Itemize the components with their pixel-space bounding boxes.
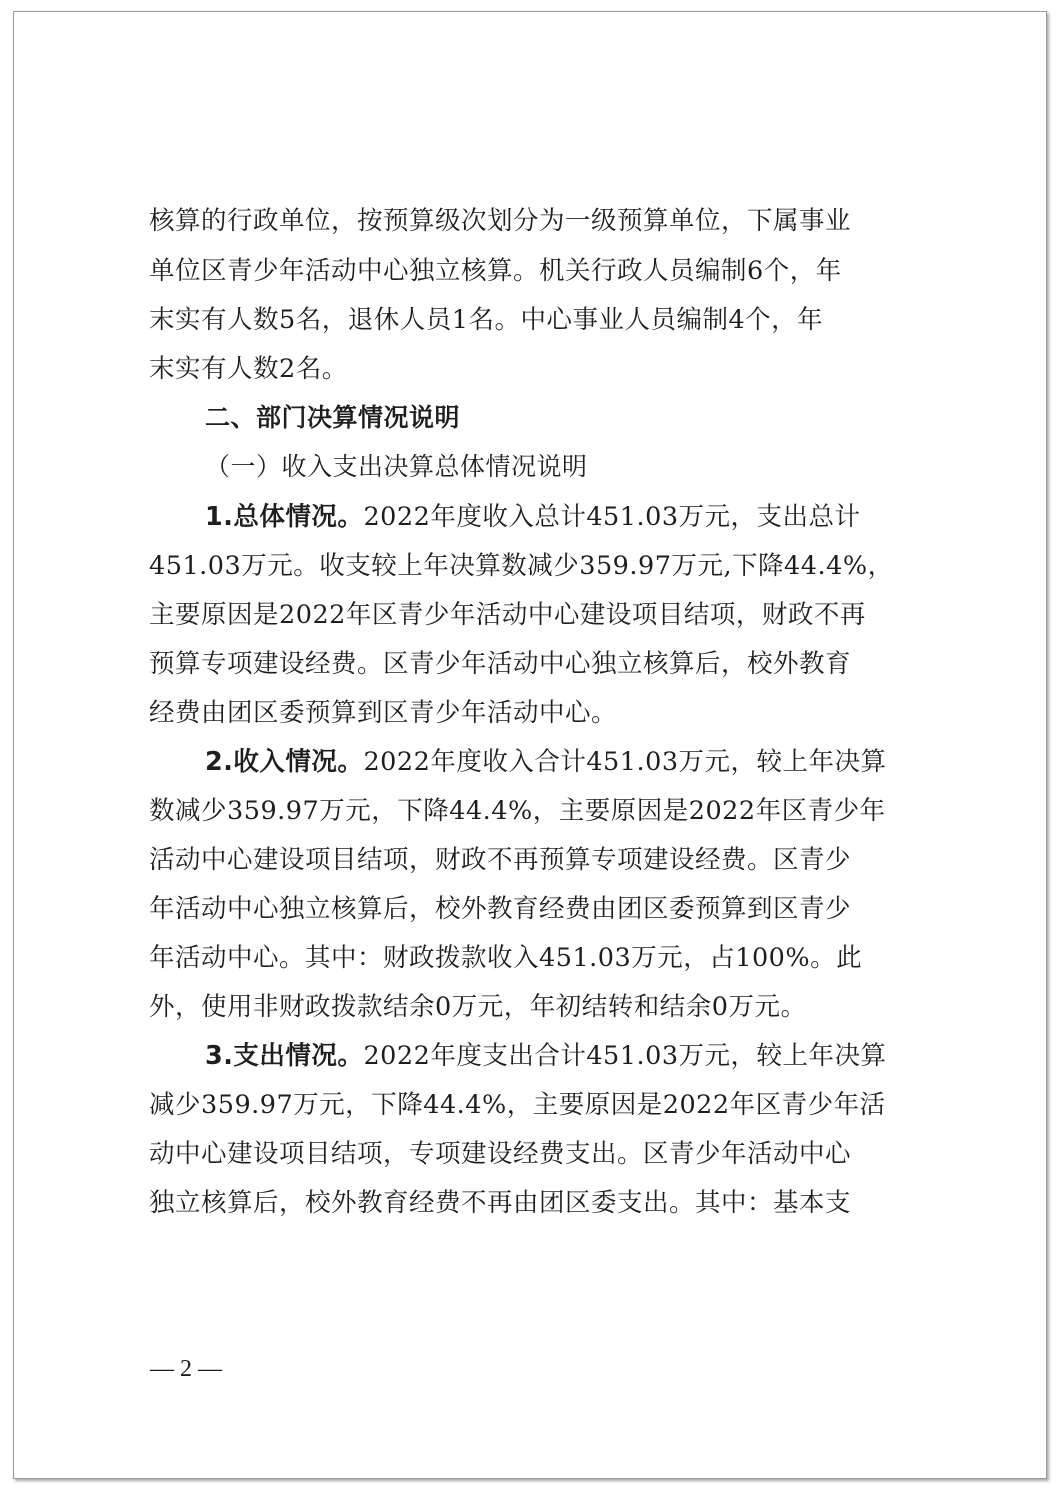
body-line: 主要原因是2022年区青少年活动中心建设项目结项，财政不再 xyxy=(149,600,866,630)
body-line: 末实有人数5名，退休人员1名。中心事业人员编制4个，年 xyxy=(149,305,824,335)
body-line: 末实有人数2名。 xyxy=(149,354,348,384)
paragraph-first-line xyxy=(205,747,887,777)
body-line: 活动中心建设项目结项，财政不再预算专项建设经费。区青少 xyxy=(149,845,852,875)
body-line: 数减少359.97万元，下降44.4%，主要原因是2022年区青少年 xyxy=(149,796,886,826)
paragraph-label: 2.收入情况。 xyxy=(205,747,364,777)
paragraph-first-line xyxy=(205,502,861,532)
paragraph-first-line xyxy=(205,1041,887,1071)
paragraph-label: 1.总体情况。 xyxy=(205,502,364,532)
paragraph-text: 2022年度收入合计451.03万元，较上年决算 xyxy=(363,747,887,777)
body-line: 减少359.97万元，下降44.4%，主要原因是2022年区青少年活 xyxy=(149,1090,886,1120)
section-heading: 二、部门决算情况说明 xyxy=(205,403,461,432)
paragraph-label: 3.支出情况。 xyxy=(205,1041,364,1071)
body-line: 独立核算后，校外教育经费不再由团区委支出。其中：基本支 xyxy=(149,1188,852,1218)
body-line: 单位区青少年活动中心独立核算。机关行政人员编制6个，年 xyxy=(149,256,842,286)
paragraph-text: 2022年度收入总计451.03万元，支出总计 xyxy=(363,502,861,532)
body-line: 年活动中心独立核算后，校外教育经费由团区委预算到区青少 xyxy=(149,894,852,924)
body-line: 外，使用非财政拨款结余0万元，年初结转和结余0万元。 xyxy=(149,992,807,1022)
body-line: 预算专项建设经费。区青少年活动中心独立核算后，校外教育 xyxy=(149,649,852,679)
paragraph-text: 2022年度支出合计451.03万元，较上年决算 xyxy=(363,1041,887,1071)
body-line: 核算的行政单位，按预算级次划分为一级预算单位，下属事业 xyxy=(149,206,852,236)
page-number: — 2 — xyxy=(150,1356,222,1382)
body-line: 动中心建设项目结项，专项建设经费支出。区青少年活动中心 xyxy=(149,1139,852,1169)
body-line: 年活动中心。其中：财政拨款收入451.03万元，占100%。此 xyxy=(149,943,863,973)
subsection-heading: （一）收入支出决算总体情况说明 xyxy=(205,452,588,481)
body-line: 经费由团区委预算到区青少年活动中心。 xyxy=(149,698,618,728)
body-line: 451.03万元。收支较上年决算数减少359.97万元,下降44.4%， xyxy=(149,551,894,581)
